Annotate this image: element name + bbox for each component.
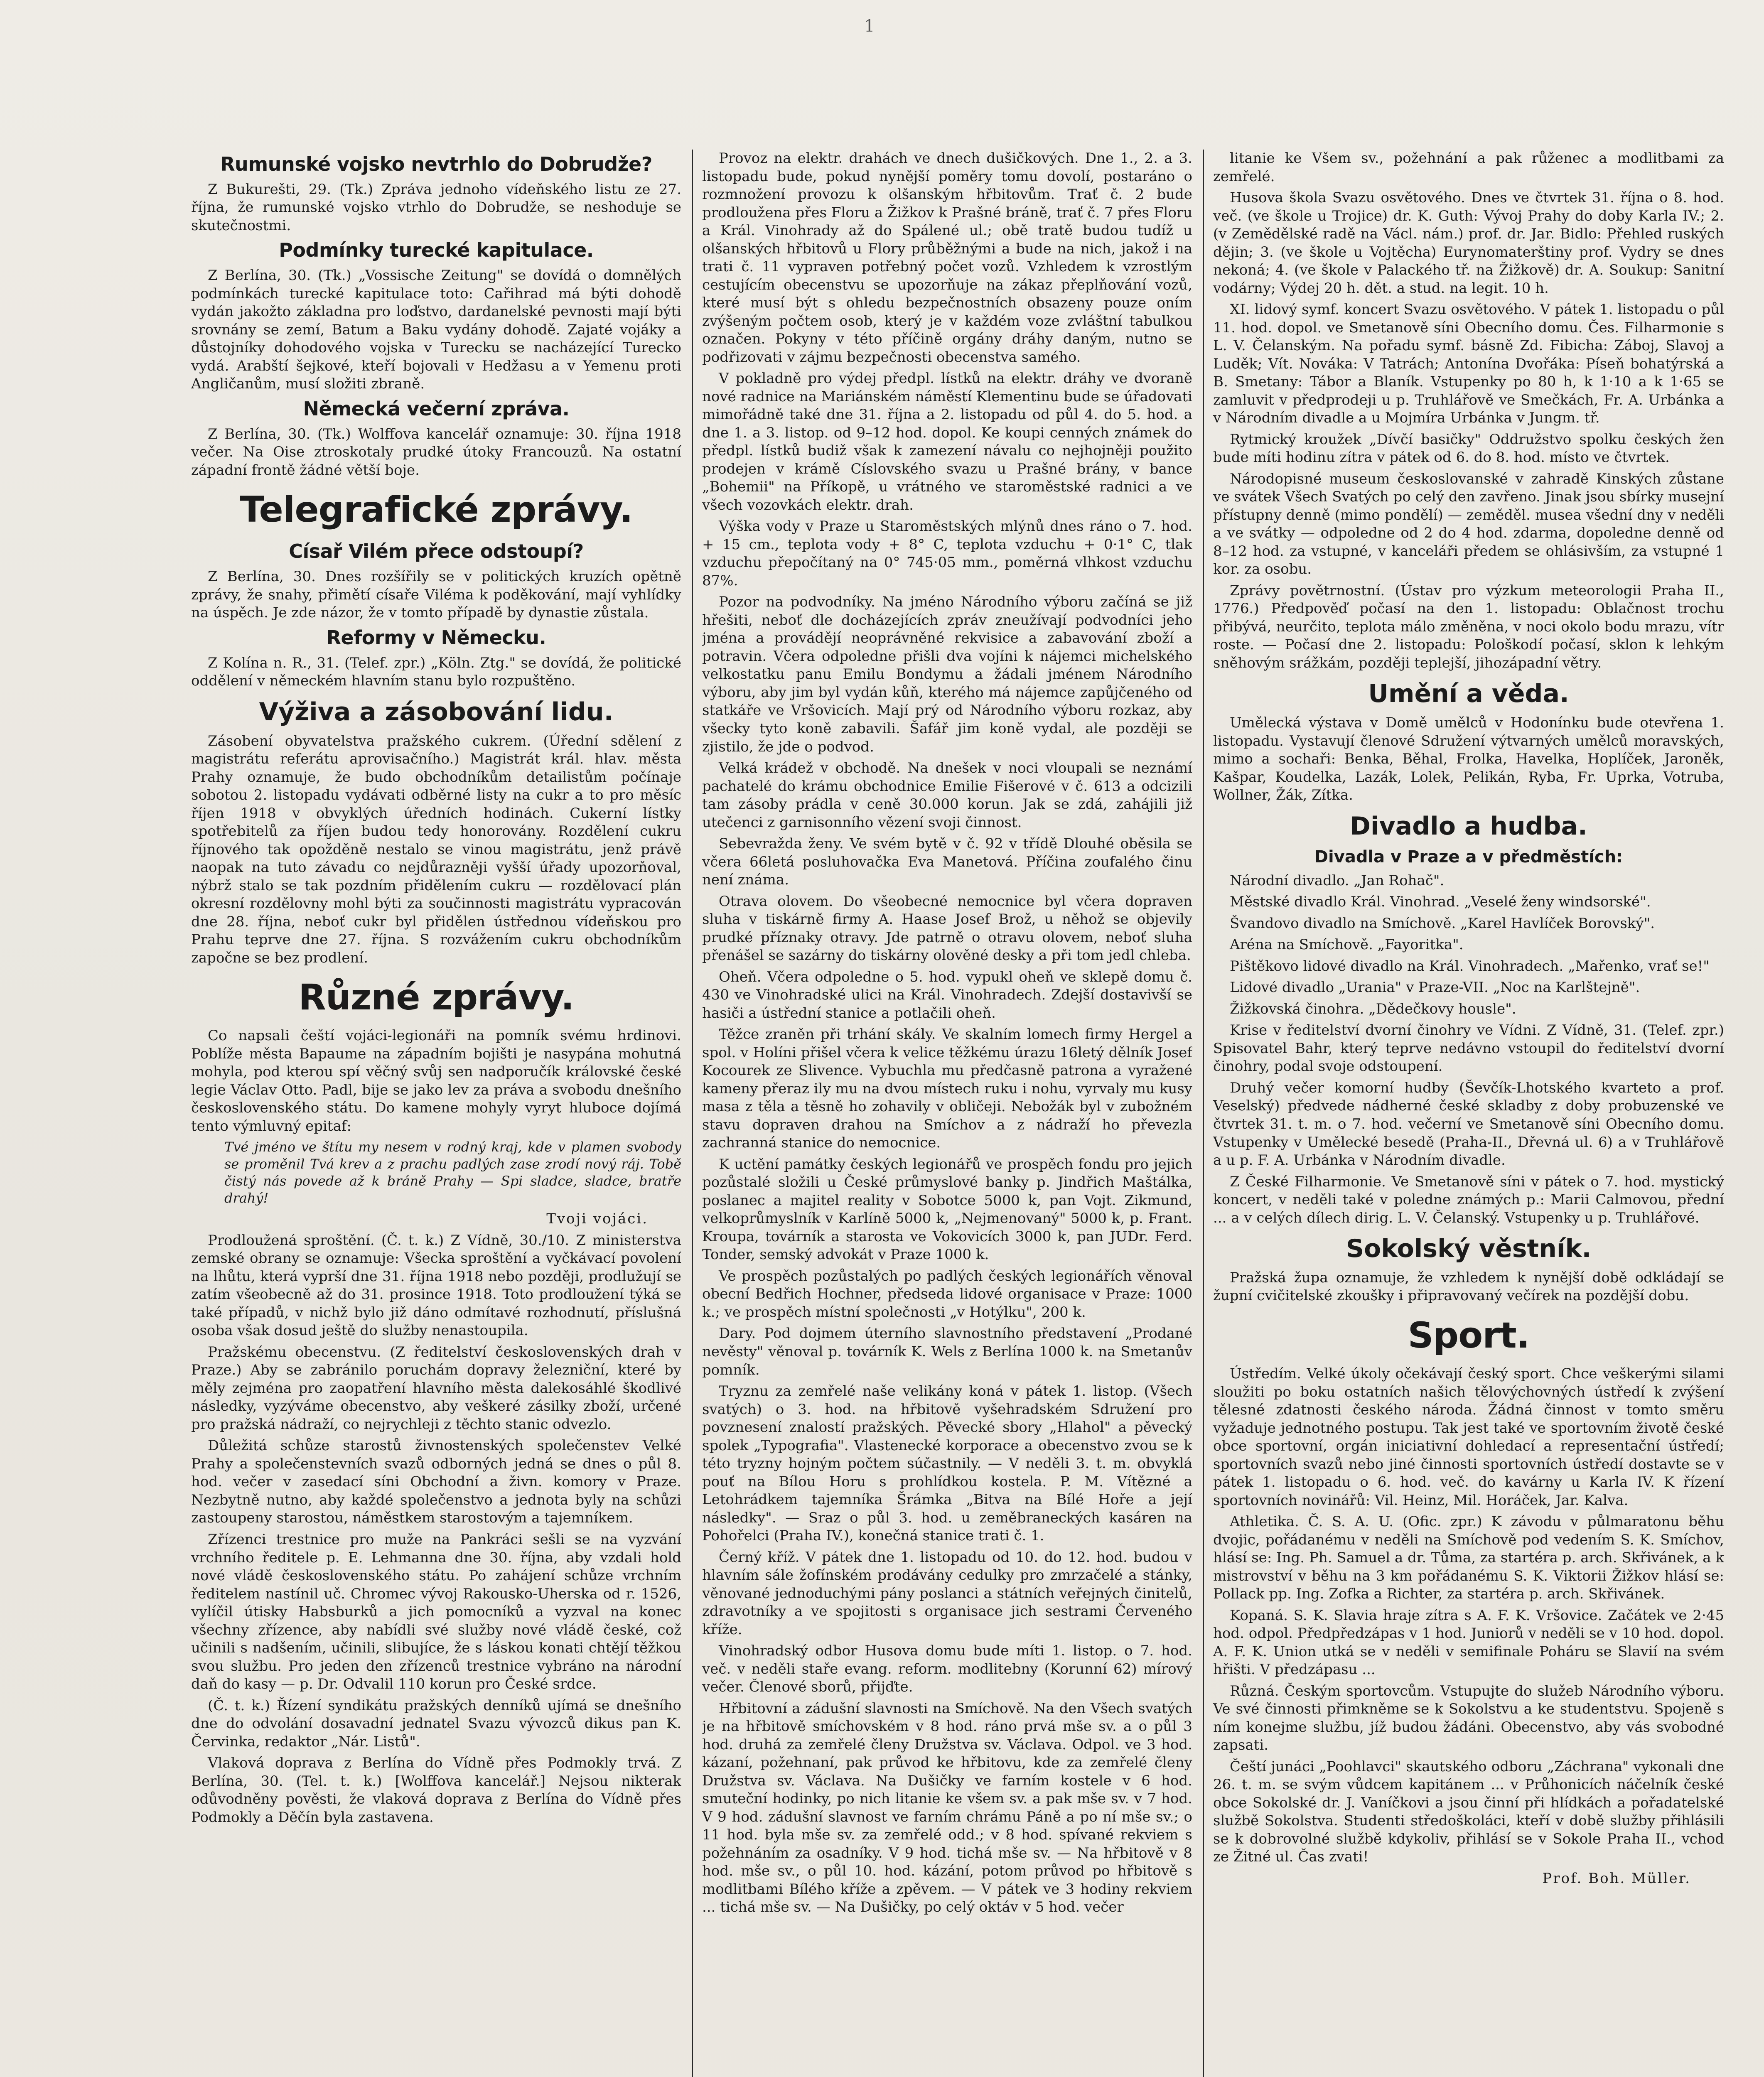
page-mark: 1 <box>864 17 875 36</box>
article-text: Důležitá schůze starostů živnostenských společenstev Velké Prahy a společenstevních svazů odborných jedná se dnes o půl 8. hod. večer v zasedací síni Obchodní a živn. komory v Praze. Nezbytně nutno, aby každé společenstvo a jednota byly na schůzi zastoupeny starostou, náměstkem starostovým a tajemníkem. <box>191 1437 681 1527</box>
article-text: Kopaná. S. K. Slavia hraje zítra s A. F. K. Vršovice. Začátek ve 2·45 hod. odpol. Předpředzápas v 1 hod. Juniorů v neděli se v 10 hod. dopol. A. F. K. Union utká se v neděli v semifinale Poháru se Slavií na svém hřišti. V předzápasu ... <box>1213 1607 1724 1678</box>
article-text: Husova škola Svazu osvětového. Dnes ve čtvrtek 31. října o 8. hod. več. (ve škole u Trojice) dr. K. Guth: Vývoj Prahy do doby Karla IV.; 2. (v Zemědělské radě na Václ. nám.) prof. dr. Jar. Bidlo: Přehled ruských dějin; 3. (ve škole u Vojtěcha) Eurynomaterštiny prof. Vydry se dnes nekoná; 4. (ve škole v Palackého tř. na Žižkově) dr. A. Soukup: Sanitní vodárny; Výdej 20 h. dět. a stud. na legit. 10 h. <box>1213 189 1724 297</box>
article-text: Městské divadlo Král. Vinohrad. „Veselé ženy windsorské". <box>1230 894 1651 911</box>
article-text: Pozor na podvodníky. Na jméno Národního výboru začíná se již hřešiti, neboť dle docházejících zpráv zneužívají podvodníci jeho jména a provádějí neoprávněné rekvisice a zabavování zboží a potravin. Včera odpoledne přišli dva vojíni k nájemci michelského velkostatku panu Emilu Bondymu a žádali jménem Národního výboru, aby jim byl vydán kůň, kterého má nájemce zapůjčeného od statkáře ve Vršovicích. Mají prý od Národního výboru rozkaz, aby všecky tyto koně zabavili. Šafář jim koně vydal, ale později se zjistilo, že jde o podvod. <box>702 594 1192 755</box>
article-text: Otrava olovem. Do všeobecné nemocnice byl včera dopraven sluha v tiskárně firmy A. Haase Josef Brož, u něhož se objevily prudké příznaky otravy. Jde patrně o otravu olovem, neboť sluha přenášel se sazárny do tiskárny olověné desky a při tom jedl chleba. <box>702 893 1192 964</box>
article-text: Velká krádež v obchodě. Na dnešek v noci vloupali se neznámí pachatelé do krámu obchodnice Emilie Fišerové v č. 613 a odcizili tam zásoby prádla v ceně 30.000 korun. Jak se zdá, zahájili již utečenci z garnisonního vězení svoji činnost. <box>702 760 1192 831</box>
article-text: Pražská župa oznamuje, že vzhledem k nynější době odkládají se župní cvičitelské zkoušky i připravovaný večírek na pozdější dobu. <box>1213 1269 1724 1304</box>
column-1 <box>191 150 681 2077</box>
article-text: Vlaková doprava z Berlína do Vídně přes Podmokly trvá. Z Berlína, 30. (Tel. t. k.) [Wolffova kancelář.] Nejsou nikterak odůvodněny pověsti, že vlaková doprava z Berlína do Vídně přes Podmokly a Děčín byla zastavena. <box>191 1755 681 1826</box>
article-text: Oheň. Včera odpoledne o 5. hod. vypukl oheň ve sklepě domu č. 430 ve Vinohradské ulici na Král. Vinohradech. Zdejší dostavivší se hasiči a ústřední stanice a potlačili oheň. <box>702 968 1192 1021</box>
article-text: Rytmický kroužek „Dívčí basičky" Oddružstvo spolku českých žen bude míti hodinu zítra v pátek od 6. do 8. hod. místo ve čtvrtek. <box>1213 431 1724 466</box>
article-text: Tryznu za zemřelé naše velikány koná v pátek 1. listop. (Všech svatých) o 3. hod. na hřbitově vyšehradském Sdružení pro povznesení znalostí pražských. Pěvecké sbory „Hlahol" a pěvecký spolek „Typografia". Vlastenecké korporace a obecenstvo zvou se k této tryzny hojným počtem súčastnily. — V neděli 3. t. m. obvyklá pouť na Bílou Horu s prohlídkou kostela. P. M. Vítězné a Letohrádkem tajemníka Šrámka „Bitva na Bílé Hoře a její následky". — Sraz o půl 3. hod. u zeměbraneckých kasáren na Pohořelci (Praha IV.), konečná stanice trati č. 1. <box>702 1383 1192 1544</box>
article-text: Zprávy povětrnostní. (Ústav pro výzkum meteorologii Praha II., 1776.) Předpověď počasí na den 1. listopadu: Oblačnost trochu přibývá, neurčito, teplota málo změněna, v noci okolo bodu mrazu, vítr roste. — Počasí dne 2. listopadu: Pološkodí počasí, sklon k lehkým sněhovým srážkám, později teplejší, jihozápadní větry. <box>1213 582 1724 671</box>
section-heading: Sokolský věstník. <box>1346 1234 1592 1264</box>
section-heading: Různé zprávy. <box>298 977 574 1019</box>
article-text: Těžce zraněn při trhání skály. Ve skalním lomech firmy Hergel a spol. v Holíni přišel včera k velice těžkému úrazu 16letý dělník Josef Kocourek ze Slivence. Vybuchla mu předčasně patrona a vyražené kameny přeraz ily mu na dvou místech ruku i nohu, vyrvaly mu kusy masa z těla a těsně ho zohavily v obličeji. Nebožák byl v zubožném stavu dopraven drahou na Smíchov a z nádraží ho převezla zachranná stanice do nemocnice. <box>702 1026 1192 1151</box>
headline: Podmínky turecké kapitulace. <box>279 239 594 262</box>
signature: Tvoji vojáci. <box>546 1210 648 1228</box>
epitaph: Tvé jméno ve štítu my nesem v rodný kraj, kde v plamen svobody se proměnil Tvá krev a z prachu padlých zase zrodí nový ráj. Tobě čistý nás povede až k bráně Prahy — Spi sladce, sladce, bratře drahý! <box>224 1139 681 1206</box>
article-text: Sebevražda ženy. Ve svém bytě v č. 92 v třídě Dlouhé oběsila se včera 66letá posluhovačka Eva Manetová. Příčina zoufalého činu není známa. <box>702 835 1192 889</box>
article-text: Z Kolína n. R., 31. (Telef. zpr.) „Köln. Ztg." se dovídá, že politické oddělení v německém hlavním stanu bylo rozpuštěno. <box>191 654 681 690</box>
subheading: Divadla v Praze a v předměstích: <box>1314 847 1623 867</box>
article-text: Prodloužená sproštění. (Č. t. k.) Z Vídně, 30./10. Z ministerstva zemské obrany se oznamuje: Všecka sproštění a vyčkávací povolení na lhůtu, která vyprší dne 31. října 1918 nebo později, prodlužují se zatím všeobecně až do 31. prosince 1918. Toto prodloužení týká se také případů, v nichž bylo již dáno odmítavé rozhodnutí, příslušná osoba však dosud ještě do služby nenastoupila. <box>191 1232 681 1339</box>
section-heading: Umění a věda. <box>1368 679 1569 709</box>
article-text: V pokladně pro výdej předpl. lístků na elektr. dráhy ve dvoraně nové radnice na Mariánském náměstí Klementinu bude se úřadovati mimořádně také dne 31. října a 2. listopadu od půl 4. do 5. hod. a dne 1. a 3. listop. od 9–12 hod. dopol. Ke koupi cenných známek do předpl. lístků budiž však k zamezení návalu co nejhojněji použito prodejen v krámě Císlovského svazu u Prašné brány, v bance „Bohemii" na Příkopě, u vrátného ve staroměstské radnici a ve všech vozovkách elektr. drah. <box>702 370 1192 513</box>
article-text: Z Bukurešti, 29. (Tk.) Zpráva jednoho vídeňského listu ze 27. října, že rumunské vojsko vtrhlo do Dobrudže, se neshoduje se skutečnostmi. <box>191 181 681 234</box>
article-text: Žižkovská činohra. „Dědečkovy housle". <box>1230 1000 1516 1017</box>
article-text: Co napsali čeští vojáci-legionáři na pomník svému hrdinovi. Poblíže města Bapaume na západním bojišti je nasypána mohutná mohyla, pod kterou spí věčný svůj sen nadporučík královské české legie Václav Otto. Padl, bije se jako lev za práva a svobodu dnešního československého státu. Do kamene mohyly vyryt hluboce dojímá tento výmluvný epitaf: <box>191 1027 681 1134</box>
article-text: Pražskému obecenstvu. (Z ředitelství československých drah v Praze.) Aby se zabránilo poruchám dopravy železniční, které by měly zejména pro zaopatření hlavního města dalekosáhlé škodlivé následky, vyzýváme obecenstvo, aby veškeré zásilky zboží, určené pro pražská nádraží, co nejrychleji z těchto stanic odvezlo. <box>191 1343 681 1433</box>
article-text: (Č. t. k.) Řízení syndikátu pražských denníků ujímá se dnešního dne do odvolání dosavadní jednatel Svazu vývozců dikus pan K. Červinka, redaktor „Nár. Listů". <box>191 1697 681 1750</box>
article-text: Různá. Českým sportovcům. Vstupujte do služeb Národního výboru. Ve své činnosti přimkněme se k Sokolstvu a ke studentstvu. Spojeně s ním konejme službu, jíž budou žádáni. Obecenstvo, aby vás svobodné zapsati. <box>1213 1682 1724 1754</box>
article-text: Z Berlína, 30. (Tk.) „Vossische Zeitung" se dovídá o domnělých podmínkách turecké kapitulace toto: Cařihrad má býti dohodě vydán jakožto základna pro loďstvo, dardanelské pevnosti mají býti srovnány se zemí, Batum a Baku vydány dohodě. Zajaté vojáky a důstojníky dohodového vojska v Turecku se nacházející Turecko vydá. Arabští šejkové, kteří bojovali v Hedžasu a v Yemenu proti Angličanům, musí složiti zbraně. <box>191 267 681 393</box>
article-text: Pištěkovo lidové divadlo na Král. Vinohradech. „Mařenko, vrať se!" <box>1230 957 1710 975</box>
headline: Císař Vilém přece odstoupí? <box>289 540 584 563</box>
headline: Rumunské vojsko nevtrhlo do Dobrudže? <box>220 153 652 175</box>
column-2 <box>702 150 1192 2077</box>
signature: Prof. Boh. Müller. <box>1542 1870 1691 1887</box>
section-heading: Divadlo a hudba. <box>1350 811 1587 841</box>
article-text: Athletika. Č. S. A. U. (Ofic. zpr.) K závodu v půlmaratonu běhu dvojic, pořádanému v neděli na Smíchově pod vedením S. K. Smíchov, hlásí se: Ing. Ph. Samuel a dr. Tůma, za startéra p. arch. Skřivánek, a k mistrovství v běhu na 3 km pořádanému S. K. Viktorii Žižkov hlásí se: Pollack pp. Ing. Zofka a Richter, za startéra p. arch. Skřivánek. <box>1213 1513 1724 1603</box>
headline: Reformy v Německu. <box>326 626 546 649</box>
article-text: K uctění památky českých legionářů ve prospěch fondu pro jejich pozůstalé složili u České průmyslové banky p. Jindřich Maštálka, poslanec a majitel reality v Sobotce 5000 k, pan Vojt. Zikmund, velkoprůmyslník v Karlíně 5000 k, „Nejmenovaný" 5000 k, p. Frant. Kroupa, továrník a starosta ve Vokovicích 3000 k, pan JUDr. Ferd. Tonder, semský advokát v Praze 1000 k. <box>702 1156 1192 1263</box>
section-heading: Výživa a zásobování lidu. <box>259 697 614 727</box>
article-text: Ústředím. Velké úkoly očekávají český sport. Chce veškerými silami sloužiti po boku ostatních našich tělovýchovných ústředí k zvýšení tělesné zdatnosti českého národa. Žádná činnost v tomto směru vyžaduje jednotného postupu. Tak jest také ve sportovním životě české obce sportovní, orgán iniciativní dohledací a representační ústředí; sportovních svazů nebo jiné činnosti sportovních ústředí dostavte se v pátek 1. listopadu o 6. hod. več. do kavárny u Karla IV. K řízení sportovních novinářů: Vil. Heinz, Mil. Horáček, Jar. Kalva. <box>1213 1365 1724 1509</box>
article-text: Krise v ředitelství dvorní činohry ve Vídni. Z Vídně, 31. (Telef. zpr.) Spisovatel Bahr, který teprve nedávno vstoupil do ředitelství dvorní činohry, podal svoje odstoupení. <box>1213 1022 1724 1075</box>
article-text: Ve prospěch pozůstalých po padlých českých legionářích věnoval obecní Bedřich Hochner, předseda lidové organisace v Praze: 1000 k.; ve prospěch místní společnosti „v Hotýlku", 200 k. <box>702 1267 1192 1321</box>
article-text: Národní divadlo. „Jan Rohač". <box>1230 872 1445 889</box>
section-heading: Sport. <box>1408 1314 1530 1356</box>
article-text: Čeští junáci „Poohlavci" skautského odboru „Záchrana" vykonali dne 26. t. m. se svým vůdcem kapitánem ... v Průhonicích náčelník české obce Sokolské dr. J. Vaníčkovi a jsou činní při hlídkách a pořadatelské službě Sokolstva. Studenti středoškoláci, kteří v době služby přihlásili se k dobrovolné službě kdykoliv, přihlásí se v Sokole Praha II., vchod ze Žitné ul. Čas zvati! <box>1213 1758 1724 1866</box>
column-3 <box>1213 150 1724 2077</box>
article-text: Švandovo divadlo na Smíchově. „Karel Havlíček Borovský". <box>1230 915 1655 932</box>
article-text: litanie ke Všem sv., požehnání a pak růženec a modlitbami za zemřelé. <box>1213 150 1724 185</box>
article-text: Zásobení obyvatelstva pražského cukrem. (Úřední sdělení z magistrátu referátu aprovisačního.) Magistrát král. hlav. města Prahy oznamuje, že budo obchodníkům detailistům počínaje sobotou 2. listopadu vydávati odběrné listy na cukr a to pro měsíc říjen 1918 v obvyklých úředních hodinách. Cukerní lístky spotřebitelů za říjen budou tedy honorovány. Rozdělení cukru říjnového tak opožděně nestalo se vinou magistrátu, jenž právě naopak na tuto závadu co nejdůrazněji vyšší úřady upozorňoval, nýbrž stalo se tak pozdním přidělením cukru — rozdělovací plán okresní rozdělovny mohl býti za součinnosti magistrátu vypracován dne 28. října, neboť cukr byl přidělen ústřednou vídeňskou pro Prahu teprve dne 27. října. S rozvážením cukru obchodníkům započne se bez prodlení. <box>191 732 681 966</box>
article-text: Hřbitovní a zádušní slavnosti na Smíchově. Na den Všech svatých je na hřbitově smíchovském v 8 hod. ráno prvá mše sv. a o půl 3 hod. druhá za zemřelé členy Družstva sv. Václava. Odpol. ve 3 hod. kázaní, požehnaní, pak průvod ke hřbitovu, kde za zemřelé členy Družstva sv. Václava. Na Dušičky ve farním kostele v 6 hod. smuteční hodinky, po nich litanie ke všem sv. a pak mše sv. v 7 hod. V 9 hod. zádušní slavnost ve farním chrámu Páně a po ní mše sv.; o 11 hod. byla mše sv. za zemřelé odd.; v 8 hod. spívané rekviem s požehnáním za osadníky. V 9 hod. tichá mše sv. — Na hřbitově v 8 hod. mše sv., o půl 10. hod. kázání, potom průvod po hřbitově s modlitbami Bílého kříže a zpěvem. — V pátek ve 3 hodiny rekviem ... tichá mše sv. — Na Dušičky, po celý oktáv v 5 hod. večer <box>702 1700 1192 1916</box>
article-text: Dary. Pod dojmem úterního slavnostního představení „Prodané nevěsty" věnoval p. továrník K. Wels z Berlína 1000 k. na Smetanův pomník. <box>702 1325 1192 1378</box>
column-rule <box>1203 150 1204 2077</box>
article-text: Černý kříž. V pátek dne 1. listopadu od 10. do 12. hod. budou v hlavním sále žofínském prodávány cedulky pro zmrzačelé a stánky, věnované jednoduchými pány poslanci a státních veřejných činitelů, zdravotníky a ve spojitosti s organisace jich sestrami Červeného kříže. <box>702 1549 1192 1638</box>
article-text: XI. lidový symf. koncert Svazu osvětového. V pátek 1. listopadu o půl 11. hod. dopol. ve Smetanově síni Obecního domu. Čes. Filharmonie s L. V. Čelanským. Na pořadu symf. básně Zd. Fibicha: Záboj, Slavoj a Luděk; Vít. Nováka: V Tatrách; Antonína Dvořáka: Píseň bohatýrská a B. Smetany: Tábor a Blaník. Vstupenky po 80 h, k 1·10 a k 1·65 se zamluvit v předprodeji u p. Truhlářově ve Smečkách, Fr. A. Urbánka a v Národním divadle a u Mojmíra Urbánka v Jungm. tř. <box>1213 301 1724 427</box>
column-rule <box>692 150 693 2077</box>
article-text: Z České Filharmonie. Ve Smetanově síni v pátek o 7. hod. mystický koncert, v neděli také v poledne známých p.: Marii Calmovou, přední ... a v celých dílech dirig. L. V. Čelanský. Vstupenky u p. Truhlářové. <box>1213 1173 1724 1226</box>
article-text: Lidové divadlo „Urania" v Praze-VII. „Noc na Karlštejně". <box>1230 979 1640 996</box>
section-heading: Telegrafické zprávy. <box>240 489 633 531</box>
article-text: Zřízenci trestnice pro muže na Pankráci sešli se na vyzvání vrchního ředitele p. E. Lehmanna dne 30. října, aby vzdali hold nové vládě československého státu. Po zahájení schůze vrchním ředitelem nastínil uč. Chromec vývoj Rakousko-Uherska od r. 1526, vylíčil útisky Habsburků a jich pomocníků a vyzval na konec všechny zřízence, aby nabídli své služby nové vládě české, což učinili s nadšením, učinili, slibujíce, že s láskou konati chtějí těžkou svou službu. Pro jeden den zřízenců trestnice vybráno na národní daň do kasy — p. Dr. Odvalil 110 korun pro České srdce. <box>191 1531 681 1693</box>
article-text: Provoz na elektr. drahách ve dnech dušičkových. Dne 1., 2. a 3. listopadu bude, pokud nynější poměry tomu dovolí, postaráno o rozmnožení provozu k olšanským hřbitovům. Trať č. 2 bude prodloužena přes Floru a Žižkov k Prašné bráně, trať č. 7 přes Floru a Král. Vinohrady až do Spálené ul.; obě tratě budou tudíž u olšanských hřbitovů u Flory průběžnými a bude na nich, jakož i na trati č. 11 vypraven potřebný počet vozů. Vzhledem k vzrostlým cestujícím obecenstvu se upozorňuje na zákaz přeplňování vozů, které musí být s ohledu bezpečnostních obsazeny pouze oním zvýšeným počtem osob, který je v každém voze zvláštní tabulkou označen. Pokyny v této příčině orgány dráhy daným, nutno se podřizovati v zájmu bezpečnosti obecenstva samého. <box>702 150 1192 366</box>
article-text: Aréna na Smíchově. „Fayoritka". <box>1230 936 1464 953</box>
article-text: Umělecká výstava v Domě umělců v Hodonínku bude otevřena 1. listopadu. Vystavují členové Sdružení výtvarných umělců moravských, mimo a sochaři: Benka, Běhal, Frolka, Havelka, Hoplíček, Jaroněk, Kašpar, Koudelka, Lazák, Lolek, Pelikán, Ryba, Fr. Uprka, Votruba, Wollner, Žák, Zítka. <box>1213 714 1724 804</box>
article-text: Druhý večer komorní hudby (Ševčík-Lhotského kvarteto a prof. Veselský) předvede nádherné české skladby z doby probuzenské ve čtvrtek 31. t. m. o 7. hod. večerní ve Smetanově síni Obecního domu. Vstupenky v Umělecké besedě (Praha-II., Dřevná ul. 6) a v Truhlářově a u p. F. A. Urbánka v Národním divadle. <box>1213 1079 1724 1169</box>
headline: Německá večerní zpráva. <box>303 397 570 420</box>
article-text: Vinohradský odbor Husova domu bude míti 1. listop. o 7. hod. več. v neděli staře evang. reform. modlitebny (Korunní 62) mírový večer. Členové sborů, přijďte. <box>702 1642 1192 1696</box>
article-text: Z Berlína, 30. Dnes rozšířily se v politických kruzích opětně zprávy, že snahy, přimětí císaře Viléma k poděkování, mají vyhlídky na úspěch. Je zde názor, že v tomto případě by dynastie zůstala. <box>191 568 681 621</box>
article-text: Národopisné museum českoslovanské v zahradě Kinských zůstane ve svátek Všech Svatých po celý den zavřeno. Jinak jsou sbírky musejní přístupny denně (mimo pondělí) — zeměděl. musea všední dny v neděli a ve svátky — odpoledne od 2 do 4 hod. zdarma, dopoledne denně od 8–12 hod. za vstupné, v kanceláři předem se ohlásivším, za vstupné 1 kor. za osobu. <box>1213 470 1724 578</box>
article-text: Výška vody v Praze u Staroměstských mlýnů dnes ráno o 7. hod. + 15 cm., teplota vody + 8° C, teplota vzduchu + 0·1° C, tlak vzduchu přepočítaný na 0° 745·05 mm., poměrná vlhkost vzduchu 87%. <box>702 518 1192 589</box>
article-text: Z Berlína, 30. (Tk.) Wolffova kancelář oznamuje: 30. října 1918 večer. Na Oise ztroskotaly prudké útoky Francouzů. Na ostatní západní frontě žádné větší boje. <box>191 425 681 479</box>
